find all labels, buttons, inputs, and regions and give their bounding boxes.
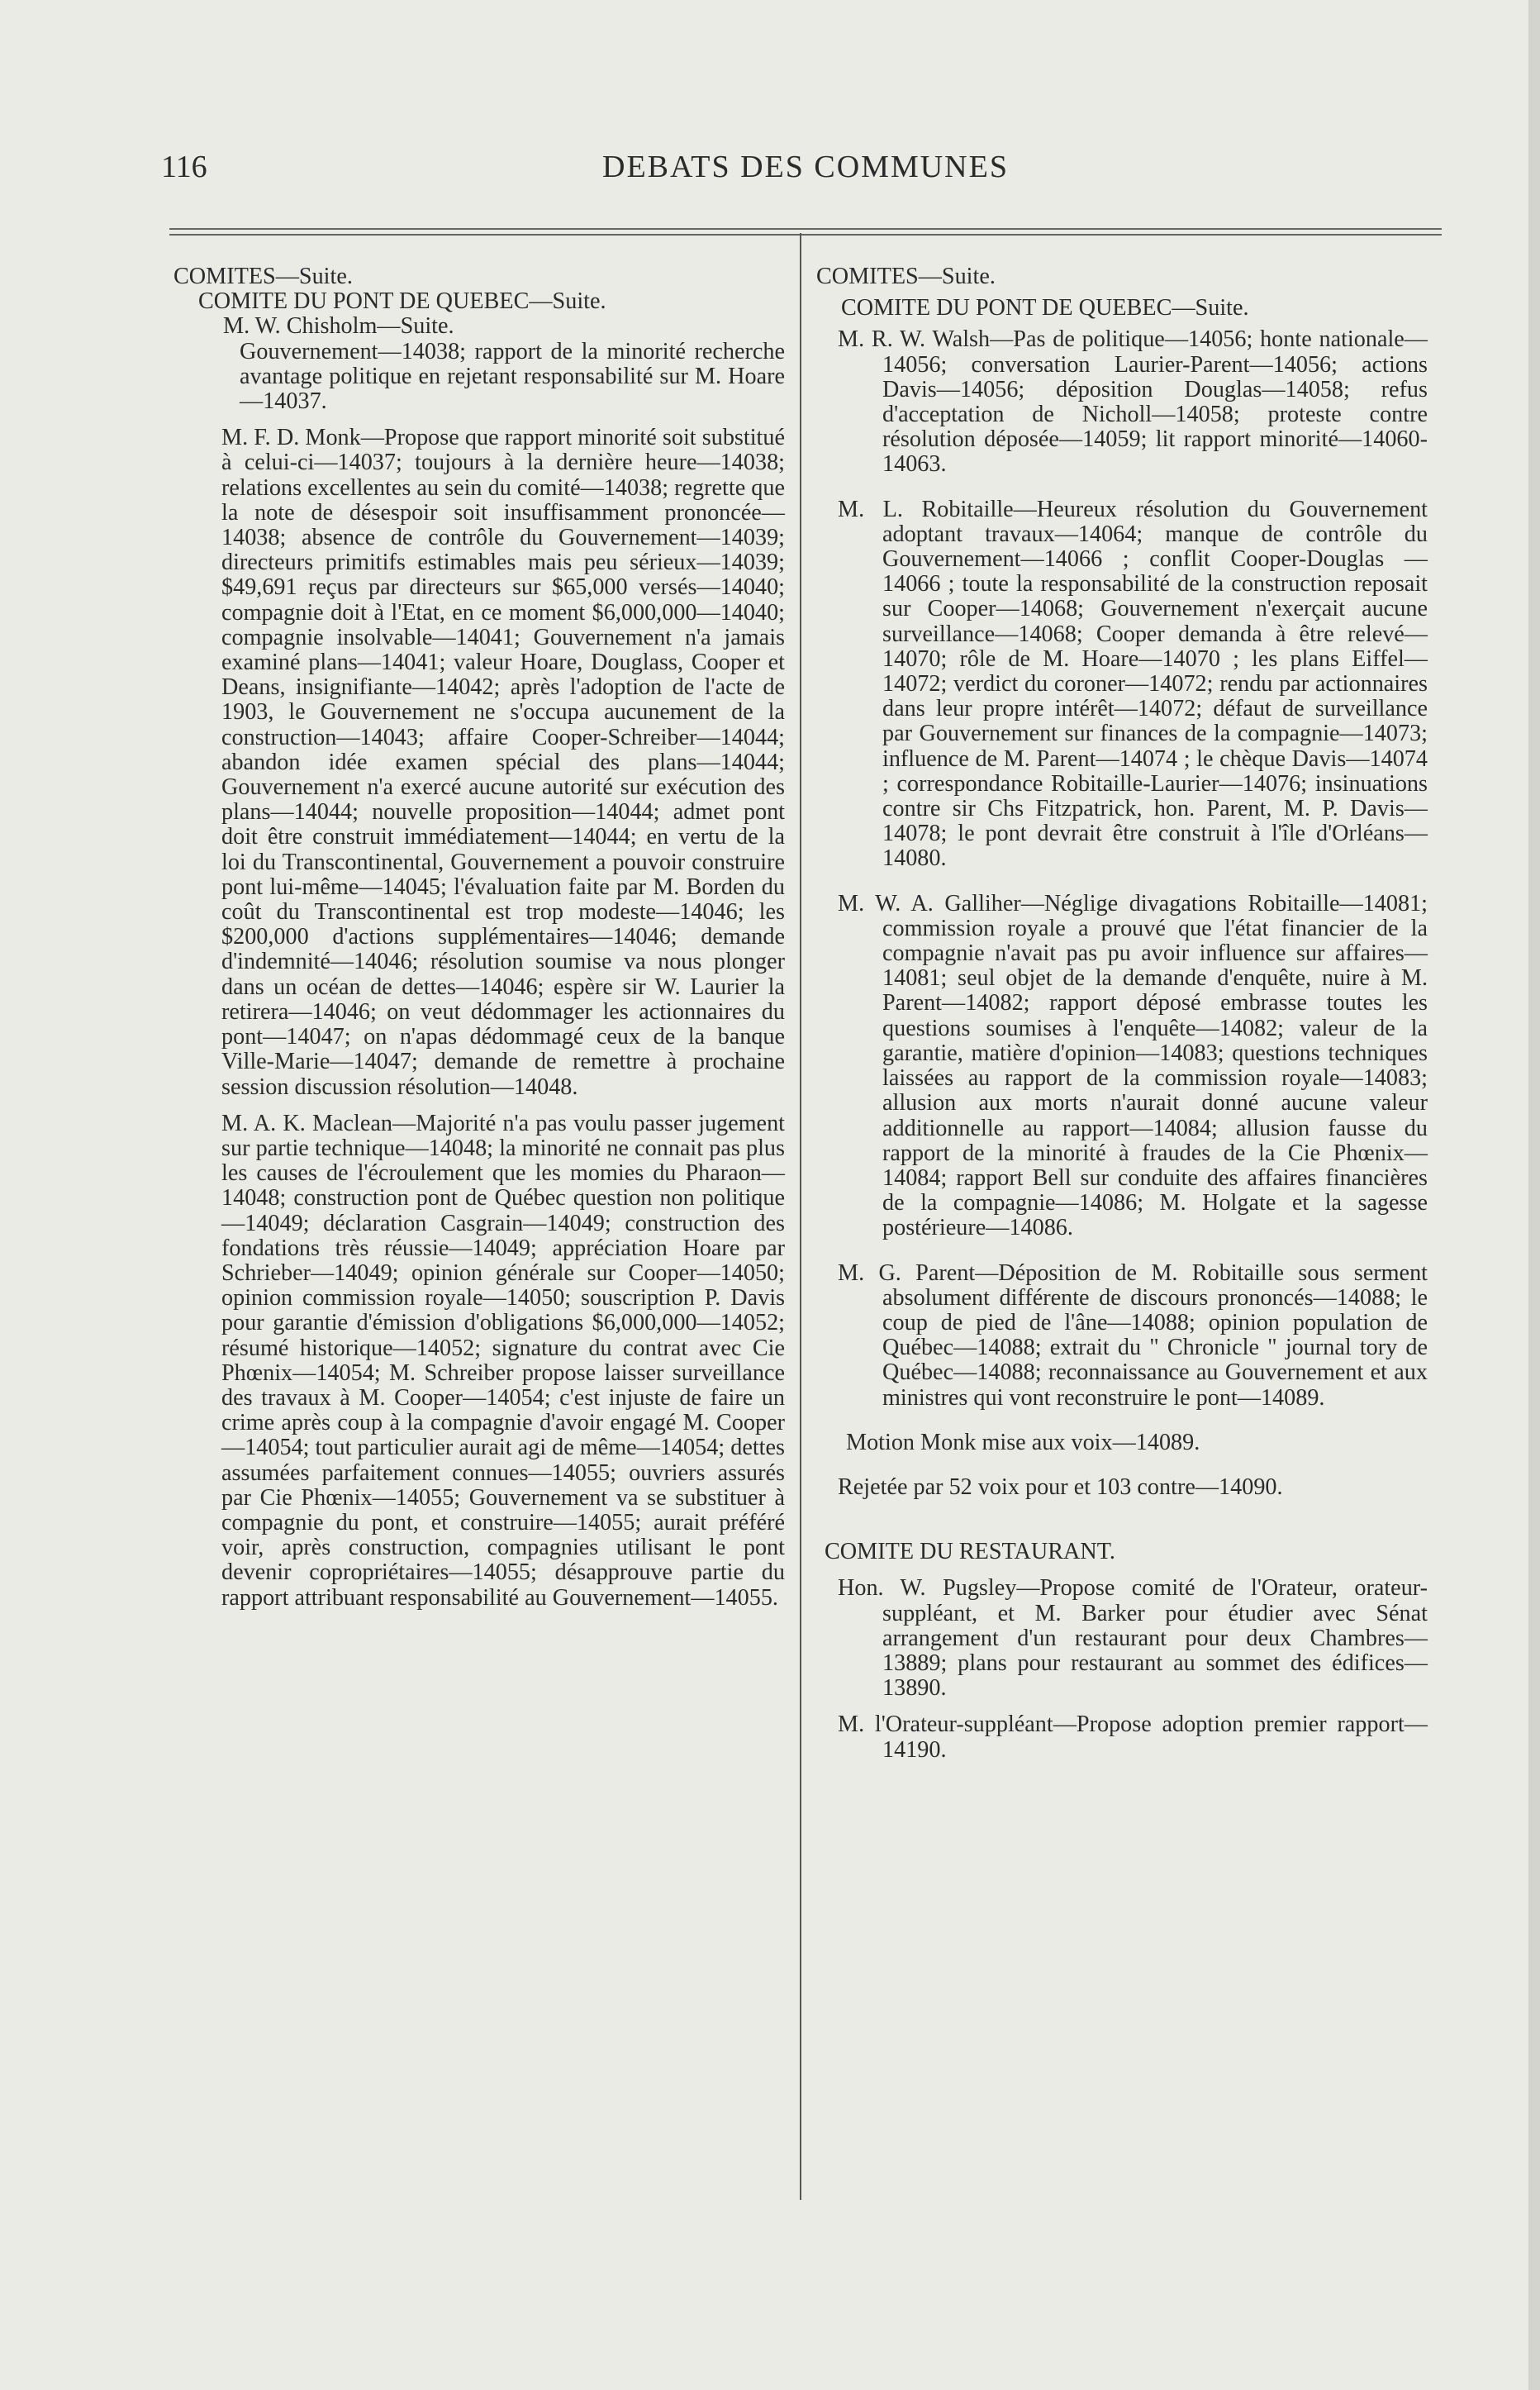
- page-edge: [1528, 0, 1540, 2390]
- index-entry: M. R. W. Walsh—Pas de politique—14056; honte nationale—14056; conversation Laurier-Parent—14056; actions Davis—14056; déposition Douglas—14058; refus d'acceptation de Nicholl—14058; proteste contre résolution déposée—14059; lit rapport minorité—14060-14063.: [838, 326, 1428, 478]
- section-heading: COMITE DU RESTAURANT.: [825, 1539, 1115, 1565]
- header-rule-top: [169, 228, 1442, 230]
- index-entry: M. A. K. Maclean—Majorité n'a pas voulu passer jugement sur partie technique—14048; la minorité ne connait pas plus les causes de l'écroulement que les momies du Pharaon—14048; construction pont de Québec question non politique—14049; déclaration Casgrain—14049; construction des fondations très réussie—14049; appréciation Hoare par Schrieber—14049; opinion générale sur Cooper—14050; opinion commission royale—14050; souscription P. Davis pour garantie d'émission d'obligations $6,000,000—14052; résumé historique—14052; signature du contrat avec Cie Phœnix—14054; M. Schreiber propose laisser surveillance des travaux à M. Cooper—14054; c'est injuste de faire un crime après coup à la compagnie d'avoir engagé M. Cooper—14054; tout particulier aurait agi de même—14054; dettes assumées parfaitement connues—14055; ouvriers assurés par Cie Phœnix—14055; Gouvernement va se substituer à compagnie du pont, et construire—14055; aurait préféré voir, après construction, compagnies utilisant le pont devenir copropriétaires—14055; désapprouve partie du rapport attribuant responsabilité au Gouvernement—14055.: [221, 1110, 785, 1611]
- index-entry: Gouvernement—14038; rapport de la minorité recherche avantage politique en rejetant responsabilité sur M. Hoare—14037.: [240, 338, 785, 415]
- index-entry: M. l'Orateur-suppléant—Propose adoption premier rapport—14190.: [838, 1712, 1428, 1763]
- index-entry: Hon. W. Pugsley—Propose comité de l'Orateur, orateur-suppléant, et M. Barker pour étudier avec Sénat arrangement d'un restaurant pour deux Chambres—13889; plans pour restaurant au sommet des édifices—13890.: [838, 1575, 1428, 1702]
- running-title: DEBATS DES COMMUNES: [602, 150, 1009, 184]
- header-rule-bottom: [169, 234, 1442, 236]
- index-entry: M. F. D. Monk—Propose que rapport minorité soit substitué à celui-ci—14037; toujours à la dernière heure—14038; relations excellentes au sein du comité—14038; regrette que la note de désespoir soit insuffisamment prononcée—14038; absence de contrôle du Gouvernement—14039; directeurs primitifs estimables mais peu sérieux—14039; $49,691 reçus par directeurs sur $65,000 versés—14040; compagnie doit à l'Etat, en ce moment $6,000,000—14040; compagnie insolvable—14041; Gouvernement n'a jamais examiné plans—14041; valeur Hoare, Douglass, Cooper et Deans, insignifiante—14042; après l'adoption de l'acte de 1903, le Gouvernement ne s'occupa aucunement de la construction—14043; affaire Cooper-Schreiber—14044; abandon idée examen spécial des plans—14044; Gouvernement n'a exercé aucune autorité sur exécution des plans—14044; nouvelle proposition—14044; admet pont doit être construit immédiatement—14044; en vertu de la loi du Transcontinental, Gouvernement a pouvoir construire pont lui-même—14045; l'évaluation faite par M. Borden du coût du Transcontinental est trop modeste—14046; les $200,000 d'actions supplémentaires—14046; demande d'indemnité—14046; résolution soumise va nous plonger dans un océan de dettes—14046; espère sir W. Laurier la retirera—14046; on veut dédommager les actionnaires du pont—14047; on n'apas dédommagé ceux de la banque Ville-Marie—14047; demande de remettre à prochaine session discussion résolution—14048.: [221, 425, 785, 1100]
- vote-result: Rejetée par 52 voix pour et 103 contre—14090.: [838, 1474, 1283, 1500]
- index-entry: M. W. A. Galliher—Néglige divagations Robitaille—14081; commission royale a prouvé que l'état financier de la compagnie n'avait pas pu avoir influence sur affaires—14081; seul objet de la demande d'enquête, nuire à M. Parent—14082; rapport déposé embrasse toutes les questions soumises à l'enquête—14082; valeur de la garantie, matière d'opinion—14083; questions techniques laissées au rapport de la commission royale—14083; allusion aux morts n'aurait donné aucune valeur additionnelle au rapport—14084; allusion fausse du rapport de la minorité à fraudes de la Cie Phœnix—14084; rapport Bell sur conduite des affaires financières de la compagnie—14086; M. Holgate et la sagesse postérieure—14086.: [838, 890, 1428, 1241]
- subsection-heading: COMITE DU PONT DE QUEBEC—Suite.: [841, 295, 1249, 321]
- motion-line: Motion Monk mise aux voix—14089.: [846, 1429, 1200, 1455]
- right-column: [816, 264, 1428, 1763]
- speaker-heading: M. W. Chisholm—Suite.: [223, 313, 454, 340]
- section-heading: COMITES—Suite.: [173, 264, 353, 289]
- subsection-heading: COMITE DU PONT DE QUEBEC—Suite.: [198, 288, 606, 315]
- index-entry: M. G. Parent—Déposition de M. Robitaille sous serment absolument différente de discours prononcés—14088; le coup de pied de l'âne—14088; opinion population de Québec—14088; extrait du " Chronicle " journal tory de Québec—14088; reconnaissance au Gouvernement et aux ministres qui vont reconstruire le pont—14089.: [838, 1259, 1428, 1411]
- column-divider: [800, 233, 801, 2200]
- left-column: [173, 264, 785, 1611]
- section-heading: COMITES—Suite.: [816, 264, 996, 289]
- page-header: [161, 149, 1450, 198]
- index-entry: M. L. Robitaille—Heureux résolution du Gouvernement adoptant travaux—14064; manque de contrôle du Gouvernement—14066 ; conflit Cooper-Douglas — 14066 ; toute la responsabilité de la construction reposait sur Cooper—14068; Gouvernement n'exerçait aucune surveillance—14068; Cooper demanda à être relevé—14070; rôle de M. Hoare—14070 ; les plans Eiffel—14072; verdict du coroner—14072; rendu par actionnaires dans leur propre intérêt—14072; défaut de surveillance par Gouvernement sur finances de la compagnie—14073; influence de M. Parent—14074 ; le chèque Davis—14074 ; correspondance Robitaille-Laurier—14076; insinuations contre sir Chs Fitzpatrick, hon. Parent, M. P. Davis—14078; le pont devrait être construit à l'île d'Orléans—14080.: [838, 496, 1428, 872]
- page-number: 116: [161, 150, 207, 184]
